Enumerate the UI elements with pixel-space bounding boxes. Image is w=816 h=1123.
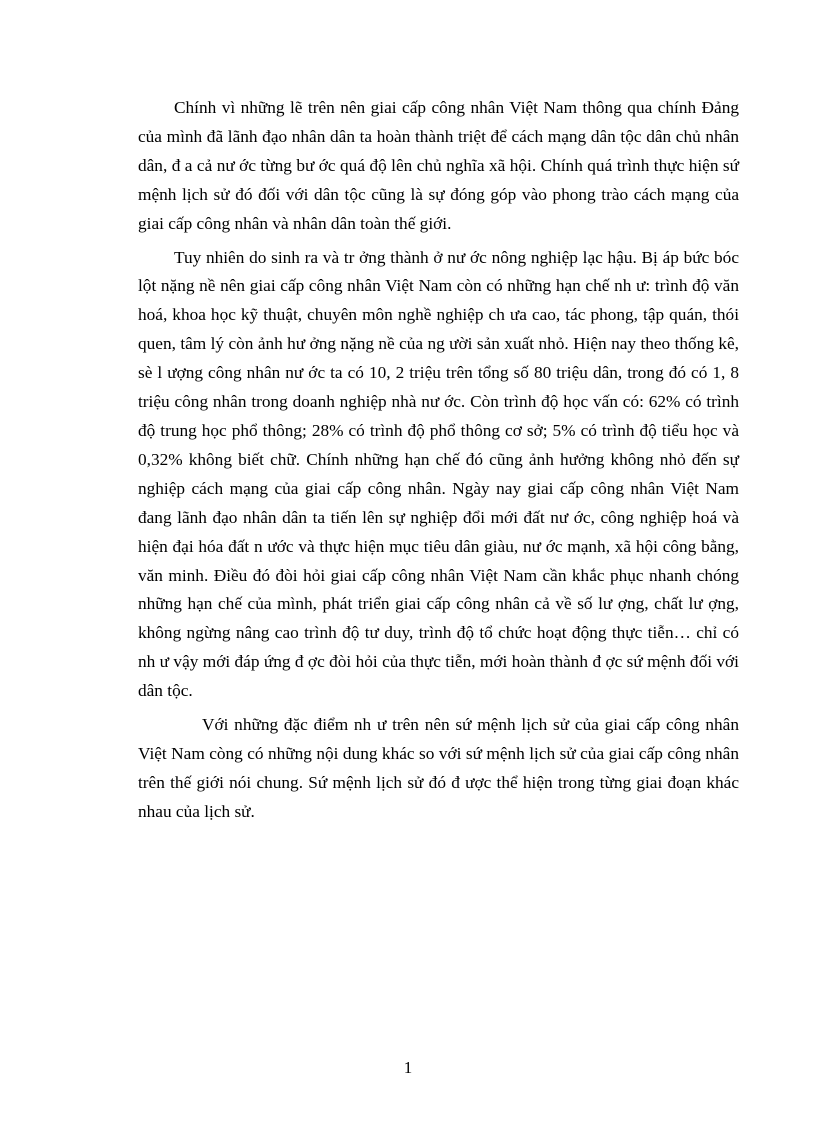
document-body [138, 94, 739, 832]
page-number: 1 [403, 1058, 413, 1077]
paragraph-2: Tuy nhiên do sinh ra và tr ởng thành ở nư ớc nông nghiệp lạc hậu. Bị áp bức bóc lột nặng nề nên giai cấp công nhân Việt Nam còn có những hạn chế nh ư: trình độ văn hoá, khoa học kỹ thuật, chuyên môn nghề nghiệp ch ưa cao, tác phong, tập quán, thói quen, tâm lý còn ảnh hư ởng nặng nề của ng ười sản xuất nhỏ. Hiện nay theo thống kê, sè l ượng công nhân nư ớc ta có 10, 2 triệu trên tổng số 80 triệu dân, trong đó có 1, 8 triệu công nhân trong doanh nghiệp nhà nư ớc. Còn trình độ học vấn có: 62% có trình độ trung học phổ thông; 28% có trình độ phổ thông cơ sở; 5% có trình độ tiểu học và 0,32% không biết chữ. Chính những hạn chế đó cũng ảnh hưởng không nhỏ đến sự nghiệp cách mạng của giai cấp công nhân. Ngày nay giai cấp công nhân Việt Nam đang lãnh đạo nhân dân ta tiến lên sự nghiệp đổi mới đất nư ớc, công nghiệp hoá và hiện đại hóa đất n ước và thực hiện mục tiêu dân giàu, nư ớc mạnh, xã hội công bằng, văn minh. Điều đó đòi hỏi giai cấp công nhân Việt Nam cần khắc phục nhanh chóng những hạn chế của mình, phát triển giai cấp công nhân cả về số lư ợng, chất lư ợng, không ngừng nâng cao trình độ tư duy, trình độ tổ chức hoạt động thực tiễn… chỉ có nh ư vậy mới đáp ứng đ ợc đòi hỏi của thực tiễn, mới hoàn thành đ ợc sứ mệnh đối với dân tộc. [138, 247, 739, 701]
paragraph-3: Với những đặc điểm nh ư trên nên sứ mệnh lịch sử của giai cấp công nhân Việt Nam còng có những nội dung khác so với sứ mệnh lịch sử của giai cấp công nhân trên thế giới nói chung. Sứ mệnh lịch sử đó đ ược thể hiện trong từng giai đoạn khác nhau của lịch sử. [138, 715, 739, 821]
paragraph-1: Chính vì những lẽ trên nên giai cấp công nhân Việt Nam thông qua chính Đảng của mình đã lãnh đạo nhân dân ta hoàn thành triệt để cách mạng dân tộc dân chủ nhân dân, đ a cả nư ớc từng bư ớc quá độ lên chủ nghĩa xã hội. Chính quá trình thực hiện sứ mệnh lịch sử đó đối với dân tộc cũng là sự đóng góp vào phong trào cách mạng của giai cấp công nhân và nhân dân toàn thế giới. [138, 98, 739, 233]
